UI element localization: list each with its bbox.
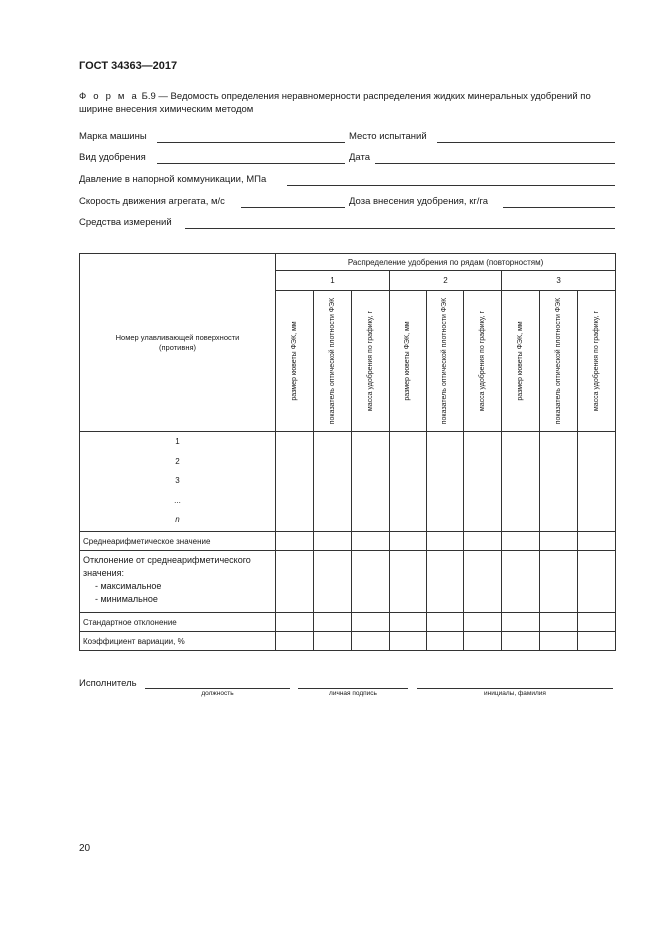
column-header [427,291,464,432]
column-header-text: размер кюветы ФЭК, мм [290,321,298,401]
speed-line[interactable] [241,207,345,208]
data-cell[interactable] [464,613,502,632]
row-header-cell [80,254,276,432]
data-cell[interactable] [314,432,352,532]
repetition-header: 2 [390,271,502,291]
column-header-text: масса удобрения по графику, г [592,310,600,412]
data-cell[interactable] [464,432,502,532]
machine-brand-line[interactable] [157,142,345,143]
surface-number: 1 [175,437,180,446]
form-caption [79,91,615,116]
deviation-min: - минимальное [95,594,158,604]
data-cell[interactable] [578,432,616,532]
data-cell[interactable] [390,532,427,551]
speed-label: Скорость движения агрегата, м/с [79,196,225,207]
column-header [502,291,540,432]
signature-line[interactable] [298,688,408,689]
data-cell[interactable] [578,551,616,613]
std-row-label: Стандартное отклонение [80,613,276,632]
column-header [276,291,314,432]
data-cell[interactable] [464,551,502,613]
column-header [540,291,578,432]
row-header: Номер улавливающей поверхности (противня) [115,332,240,352]
column-header-text: размер кюветы ФЭК, мм [516,321,524,401]
data-cell[interactable] [502,432,540,532]
column-header-text: показатель оптической плотности ФЭК [440,297,448,425]
date-label: Дата [349,152,371,163]
data-cell[interactable] [352,632,390,651]
data-cell[interactable] [276,532,314,551]
column-header [464,291,502,432]
data-cell[interactable] [502,632,540,651]
machine-brand-label: Марка машины [79,131,147,142]
data-cell[interactable] [390,432,427,532]
deviation-max: - максимальное [95,581,162,591]
group-header: Распределение удобрения по рядам (повторностям) [276,254,616,271]
data-cell[interactable] [427,432,464,532]
mean-row-label: Среднеарифметическое значение [80,532,276,551]
data-cell[interactable] [464,532,502,551]
data-cell[interactable] [314,532,352,551]
repetition-header: 1 [276,271,390,291]
data-cell[interactable] [540,432,578,532]
data-cell[interactable] [390,632,427,651]
data-cell[interactable] [502,551,540,613]
deviation-title: Отклонение от среднеарифметического значения: [83,555,251,578]
data-cell[interactable] [390,551,427,613]
column-header-text: показатель оптической плотности ФЭК [328,297,336,425]
form-caption-text: Б.9 — Ведомость определения неравномерности распределения жидких минеральных удобрений по ширине внесения химическим методом [79,91,591,115]
data-cell[interactable] [276,632,314,651]
data-cell[interactable] [578,632,616,651]
data-cell[interactable] [352,432,390,532]
test-place-label: Место испытаний [349,131,427,142]
surface-number: ... [174,495,181,505]
fertilizer-type-label: Вид удобрения [79,152,146,163]
data-cell[interactable] [314,632,352,651]
data-cell[interactable] [314,613,352,632]
data-cell[interactable] [390,613,427,632]
data-cell[interactable] [427,613,464,632]
data-cell[interactable] [464,632,502,651]
data-cell[interactable] [540,613,578,632]
surface-number: 2 [175,456,180,466]
instruments-label: Средства измерений [79,217,172,228]
data-cell[interactable] [352,613,390,632]
instruments-line[interactable] [185,228,615,229]
pressure-line[interactable] [287,185,615,186]
column-header-text: масса удобрения по графику, г [478,310,486,412]
column-header-text: размер кюветы ФЭК, мм [403,321,411,401]
data-cell[interactable] [578,532,616,551]
signature-caption: личная подпись [329,690,377,697]
standard-title: ГОСТ 34363—2017 [79,60,178,72]
dose-line[interactable] [503,207,615,208]
data-cell[interactable] [427,532,464,551]
data-cell[interactable] [540,632,578,651]
name-caption: инициалы, фамилия [484,690,546,697]
position-line[interactable] [145,688,290,689]
pressure-label: Давление в напорной коммуникации, МПа [79,174,267,185]
deviation-row-label [80,551,276,613]
name-line[interactable] [417,688,613,689]
surface-number: n [175,515,180,524]
column-header [578,291,616,432]
executor-label: Исполнитель [79,678,137,689]
form-caption-prefix: Ф о р м а [79,91,139,102]
data-cell[interactable] [427,551,464,613]
column-header-text: масса удобрения по графику, г [366,310,374,412]
date-line[interactable] [375,163,615,164]
page-number: 20 [79,843,91,854]
column-header [390,291,427,432]
data-cell[interactable] [427,632,464,651]
distribution-table [79,253,616,651]
position-caption: должность [201,690,234,697]
data-cell[interactable] [276,613,314,632]
fertilizer-type-line[interactable] [157,163,345,164]
data-cell[interactable] [276,551,314,613]
column-header [314,291,352,432]
data-cell[interactable] [502,532,540,551]
data-cell[interactable] [352,532,390,551]
test-place-line[interactable] [437,142,615,143]
column-header-text: показатель оптической плотности ФЭК [554,297,562,425]
data-cell[interactable] [276,432,314,532]
surface-number: 3 [175,476,180,485]
surface-numbers-cell [80,432,276,532]
repetition-header: 3 [502,271,616,291]
column-header [352,291,390,432]
data-cell[interactable] [540,551,578,613]
data-cell[interactable] [502,613,540,632]
data-cell[interactable] [314,551,352,613]
data-cell[interactable] [352,551,390,613]
dose-label: Доза внесения удобрения, кг/га [349,196,488,207]
data-cell[interactable] [540,532,578,551]
data-cell[interactable] [578,613,616,632]
cv-row-label: Коэффициент вариации, % [80,632,276,651]
